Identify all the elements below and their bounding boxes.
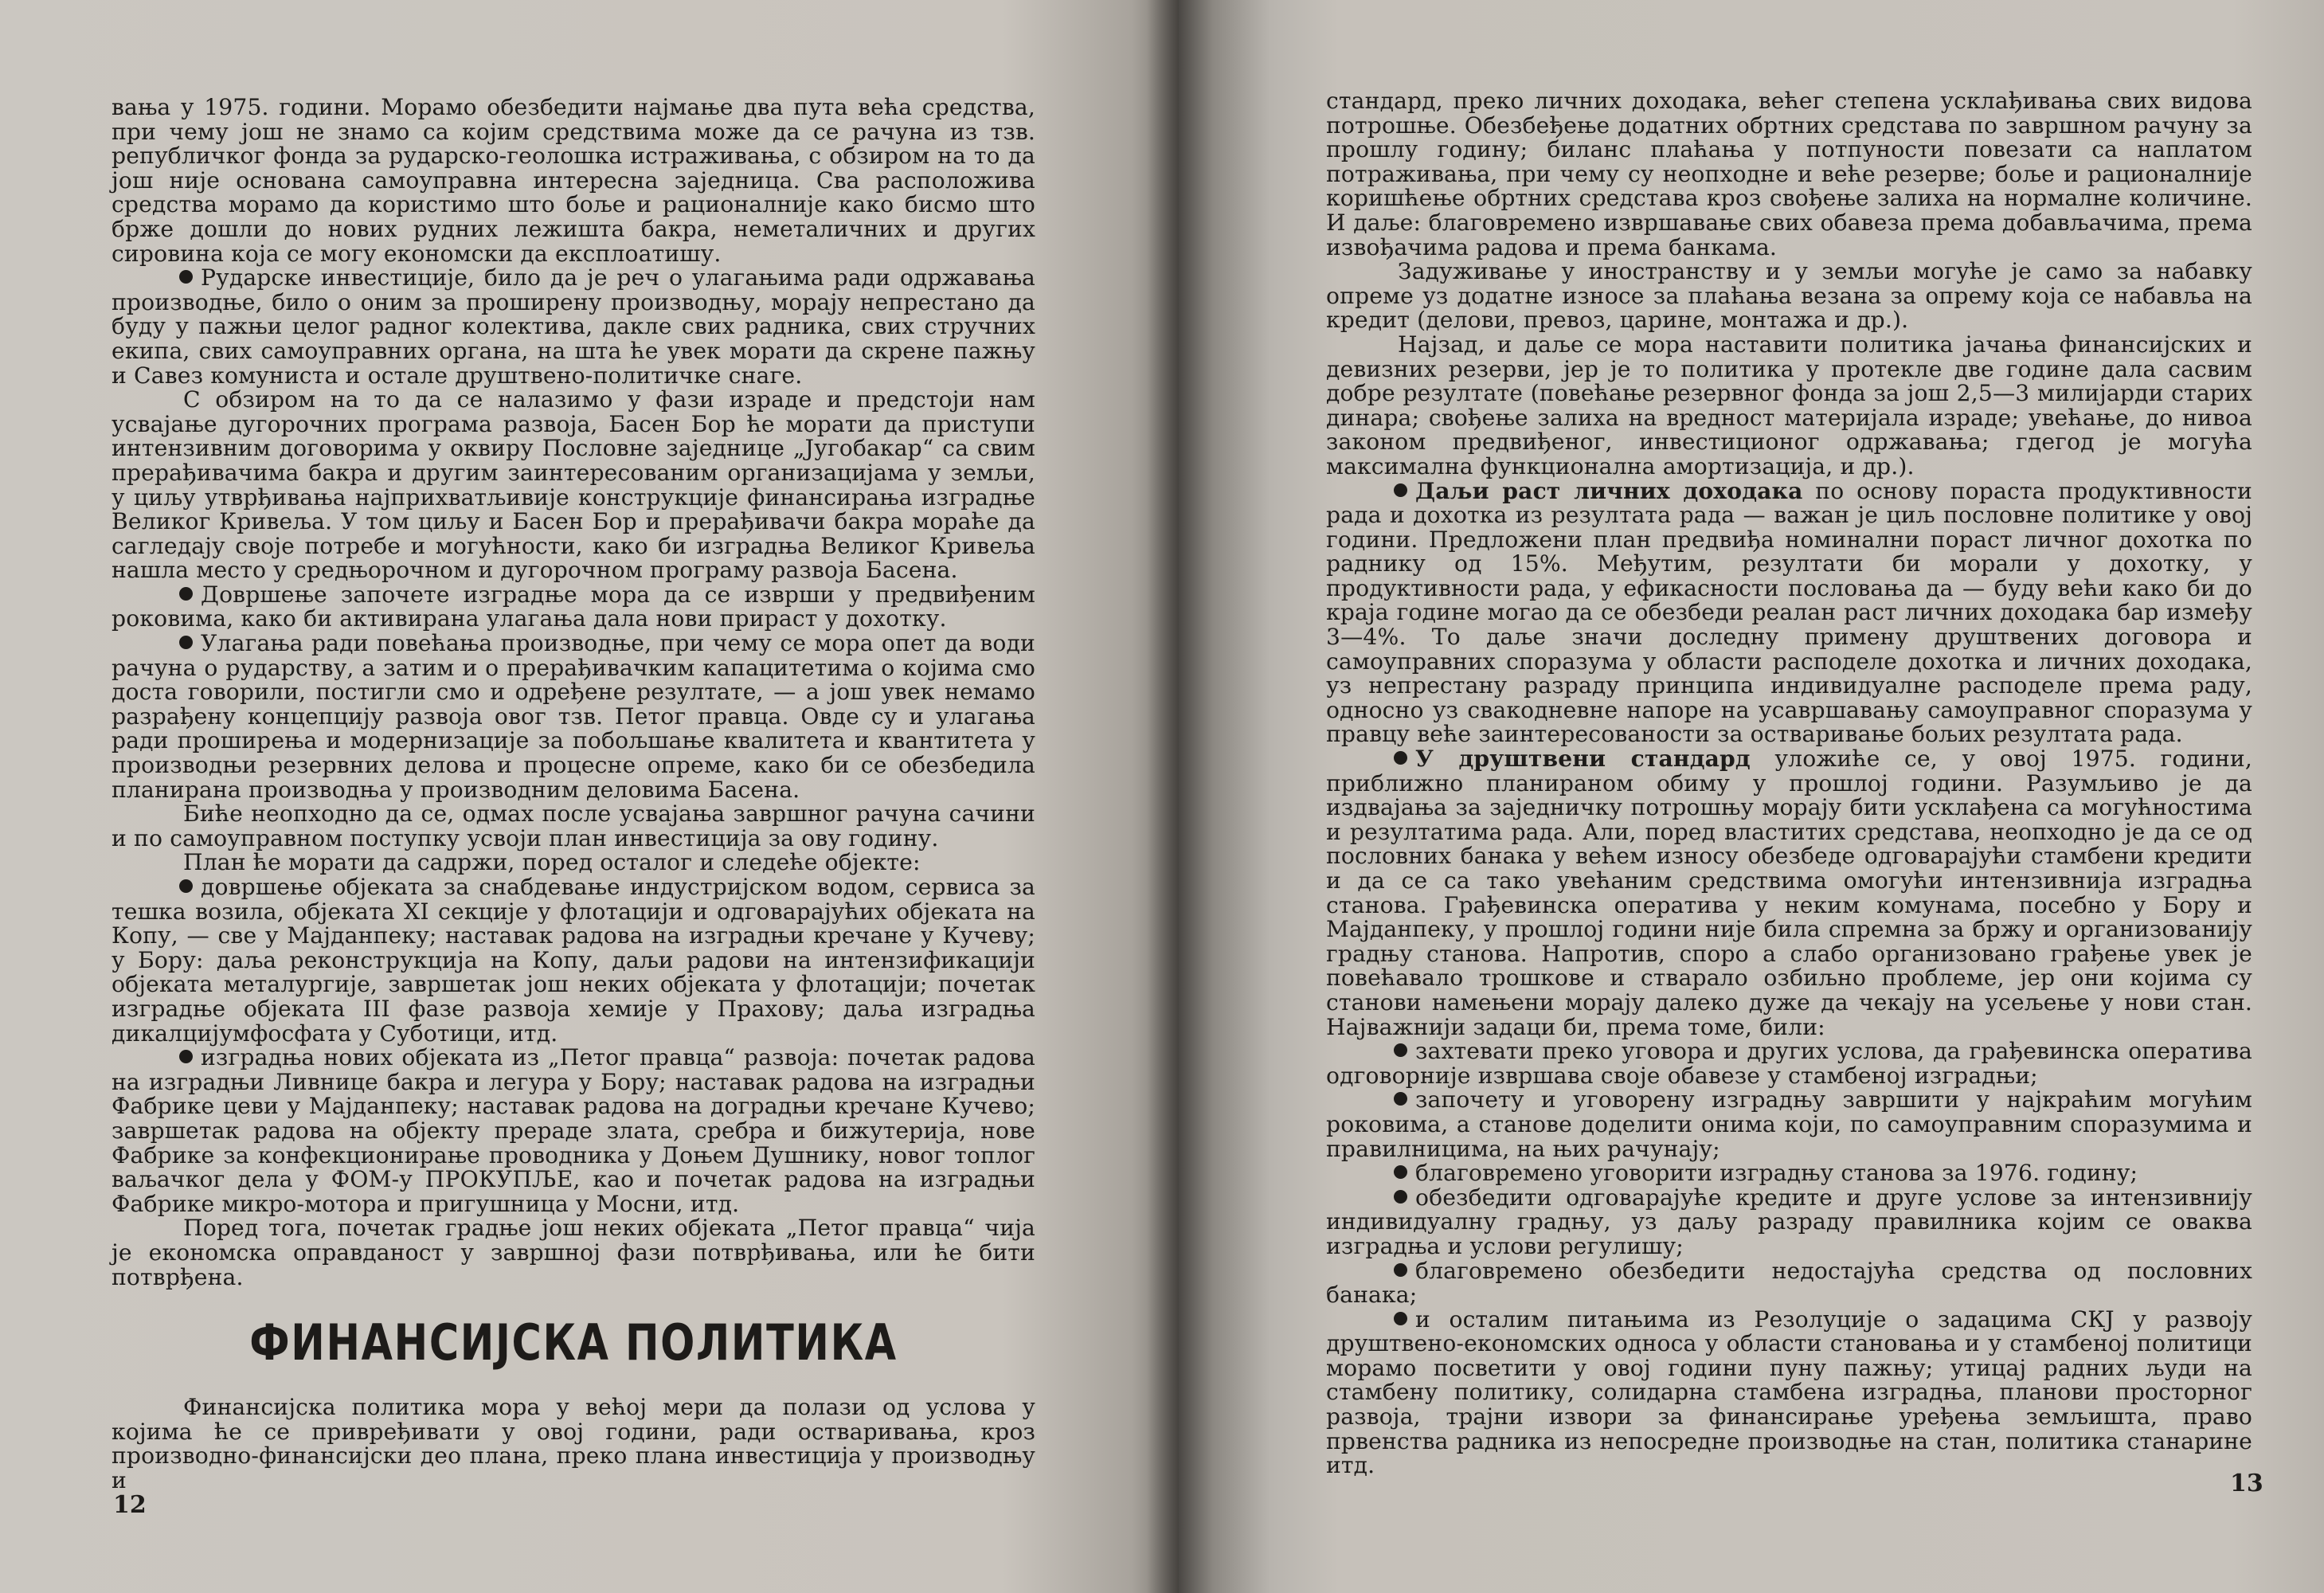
bullet-icon xyxy=(179,587,193,601)
bullet-paragraph: Довршење започете изградње мора да се изврши у предвиђеним роковима, како би активирана улагања дала нови прираст у дохотку. xyxy=(112,581,1035,632)
bullet-paragraph: У друштвени стандард уложиће се, у овој 1975. години, приближно планираном обиму у прошлој години. Разумљиво је да издвајања за заједничку потрошњу морају бити усклађена са могућностима и резултатима рада. Али, поред властитих средстава, неопходно је да се од пословних банака у већем износу обезбеде одговарајући стамбени кредити и да се са тако увећаним средствима омогући интензивнија изградња станова. Грађевинска оператива у неким комунама, посебно у Бору и Мајданпеку, у прошлој години није била спремна за бржу и организованију градњу станова. Напротив, споро а слабо организовано грађење увек је повећавало трошкове и стварало озбиљно проблеме, јер они којима су станови намењени морају далеко дуже да чекају на усељење у нови стан. Најважнији задаци би, према томе, били: xyxy=(1326,746,2252,1040)
bullet-paragraph: захтевати преко уговора и других услова, да грађевинска оператива одговорније извршава своје обавезе у стамбеној изградњи; xyxy=(1326,1038,2252,1089)
bullet-icon xyxy=(1394,483,1407,497)
paragraph: Финансијска политика мора у већој мери да полази од услова у којима ће се привређивати у овој години, ради остваривања, кроз производно-финансијски део плана, преко плана инвестиција у производњу и xyxy=(112,1394,1035,1493)
bullet-paragraph: и осталим питањима из Резолуције о задацима СКЈ у развоју друштвено-економских односа у области становања и у стамбеној политици морамо посветити у овој години пуну пажњу; утицај радних људи на стамбену политику, солидарна стамбена изградња, планови просторног развоја, трајни извори за финансирање уређења земљишта, право првенства радника из непосредне производње на стан, политика станарине итд. xyxy=(1326,1305,2252,1479)
bullet-icon xyxy=(179,636,193,649)
bullet-paragraph: започету и уговорену изградњу завршити у најкраћим могућим роковима, а станове доделити онима који, по самоуправним споразумима и правилницима, на њих рачунају; xyxy=(1326,1086,2252,1162)
bullet-icon xyxy=(1394,1263,1407,1277)
bold-lead: У друштвени стандард xyxy=(1415,746,1751,773)
paragraph: Поред тога, почетак градње још неких објеката „Петог правца“ чија је економска оправданост у завршној фази потврђивања, или ће бити потврђена. xyxy=(112,1215,1035,1290)
bullet-icon xyxy=(179,879,193,893)
bullet-icon xyxy=(179,270,193,284)
paragraph: Задуживање у иностранству и у земљи могуће је само за набавку опреме уз додатне износе за плаћања везана за опрему која се набавља на кредит (делови, превоз, царине, монтажа и др.). xyxy=(1326,258,2252,334)
paragraph: вања у 1975. години. Морамо обезбедити најмање два пута већа средства, при чему још не знамо са којим средствима може да се рачуна из тзв. републичког фонда за рударско-геолошка истраживања, с обзиром на то да још није основана самоуправна интересна заједница. Сва расположива средства морамо да користимо што боље и рационалније како бисмо што брже дошли до нових рудних лежишта бакра, неметаличних и других сировина која се могу економски да експлоатишу. xyxy=(112,94,1035,267)
bullet-paragraph: изградња нових објеката из „Петог правца“ развоја: почетак радова на изградњи Ливнице бакра и легура у Бору; наставак радова на изградњи Фабрике цеви у Мајданпеку; наставак радова на доградњи кречане Кучево; завршетак радова на објекту прераде злата, сребра и бижутерија, нове Фабрике за конфекционирање проводника у Доњем Душнику, новог топлог ваљачког дела у ФОМ-у ПРОКУПЉЕ, као и почетак радова на изградњи Фабрике микро-мотора и пригушница у Мосни, итд. xyxy=(112,1044,1035,1217)
bullet-paragraph: благовремено уговорити изградњу станова за 1976. годину; xyxy=(1326,1161,2252,1186)
right-page xyxy=(1179,0,2324,1593)
bullet-paragraph: обезбедити одговарајуће кредите и друге услове за интензивнију индивидуалну градњу, уз даљу разраду правилника којим се оваква изградња и услови регулишу; xyxy=(1326,1184,2252,1259)
section-heading: ФИНАНСИЈСКА ПОЛИТИКА xyxy=(249,1313,898,1372)
page-number: 13 xyxy=(2230,1470,2263,1497)
bullet-icon xyxy=(1394,1190,1407,1204)
bullet-paragraph: благовремено обезбедити недостајућа средства од пословних банака; xyxy=(1326,1257,2252,1309)
bullet-paragraph: Рударске инвестиције, било да је реч о улагањима ради одржавања производње, било о оним за проширену производњу, морају непрестано да буду у пажњи целог радног колектива, дакле свих радника, свих стручних екипа, свих самоуправних органа, на шта ће увек морати да скрене пажњу и Савез комуниста и остале друштвено-политичке снаге. xyxy=(112,264,1035,389)
bullet-icon xyxy=(1394,1312,1407,1325)
paragraph: стандард, преко личних доходака, већег степена усклађивања свих видова потрошње. Обезбеђење додатних обртних средстава по завршном рачуну за прошлу годину; биланс плаћања у потпуности повезати са наплатом потраживања, при чему су неопходне и веће резерве; боље и рационалније коришћење обртних средстава кроз свођење залиха на нормалне количине. И даље: благовремено извршавање свих обавеза према добављачима, према извођачима радова и према банкама. xyxy=(1326,88,2252,260)
paragraph: План ће морати да садржи, поред осталог и следеће објекте: xyxy=(183,849,921,876)
paragraph: Најзад, и даље се мора наставити политика јачања финансијских и девизних резерви, јер је то политика у протекле две године дала сасвим добре резултате (повећање резервног фонда за још 2,5—3 милијарди старих динара; свођење залиха на вредност материјала израде; увећање, до нивоа законом предвиђеног, инвестиционог одржавања; гдегод је могућа максимална функционална амортизација, и др.). xyxy=(1326,331,2252,479)
paragraph: Биће неопходно да се, одмах после усвајања завршног рачуна сачини и по самоуправном поступку усвоји план инвестиција за ову годину. xyxy=(112,800,1035,851)
bullet-paragraph: Улагања ради повећања производње, при чему се мора опет да води рачуна о рударству, а затим и о прерађивачким капацитетима о којима смо доста говорили, постигли смо и одређене резултате, — а још увек немамо разрађену концепцију развоја овог тзв. Петог правца. Овде су и улагања ради проширења и модернизације за побољшање квалитета и квантитета у производњи резервних делова и процесне опреме, како би се обезбедила планирана производња у производним деловима Басена. xyxy=(112,630,1035,803)
bullet-icon xyxy=(179,1050,193,1063)
bullet-paragraph: довршење објеката за снабдевање индустријском водом, сервиса за тешка возила, објеката XI секције у флотацији и одговарајућих објеката на Копу, — све у Мајданпеку; наставак радова на изградњи кречане у Кучеву; у Бору: даља реконструкција на Копу, даљи радови на интензификацији објеката металургије, завршетак још неких објеката у флотацији; почетак изградње објеката III фазе развоја хемије у Прахову; даља изградња дикалцијумфосфата у Суботици, итд. xyxy=(112,874,1035,1047)
paragraph: С обзиром на то да се налазимо у фази израде и предстоји нам усвајање дугорочних програма развоја, Басен Бор ће морати да приступи интензивним договорима у оквиру Пословне заједнице „Југобакар“ са свим прерађивачима бакра и другим заинтересованим организацијама у земљи, у циљу утврђивања најприхватљивије конструкције финансирања изградње Великог Кривеља. У том циљу и Басен Бор и прерађивачи бакра мораће да сагледају своје потребе и могућности, како би изградња Великог Кривеља нашла место у средњорочном и дугорочном програму развоја Басена. xyxy=(112,386,1035,584)
bullet-paragraph: Даљи раст личних доходака по основу пораста продуктивности рада и дохотка из резултата рада — важан је циљ пословне политике у овој години. Предложени план предвиђа номинални пораст личног дохотка по раднику од 15%. Међутим, резултати би морали у дохотку, у продуктивности рада, у ефикасности пословања да — буду већи како би до краја године могао да се обезбеди реалан раст личних доходака бар између 3—4%. То даље значи доследну примену друштвених договора и самоуправних споразума у области расподеле дохотка и личних доходака, уз непрестану разраду принципа индивидуалне расподеле према раду, односно уз свакодневне напоре на усавршавању самоуправног споразума у правцу веће заинтересованости за остваривање бољих резултата рада. xyxy=(1326,477,2252,748)
bold-lead: Даљи раст личних доходака xyxy=(1415,477,1803,504)
page-number: 12 xyxy=(113,1491,147,1519)
bullet-icon xyxy=(1394,751,1407,765)
bullet-icon xyxy=(1394,1165,1407,1179)
bullet-icon xyxy=(1394,1092,1407,1106)
bullet-icon xyxy=(1394,1043,1407,1057)
